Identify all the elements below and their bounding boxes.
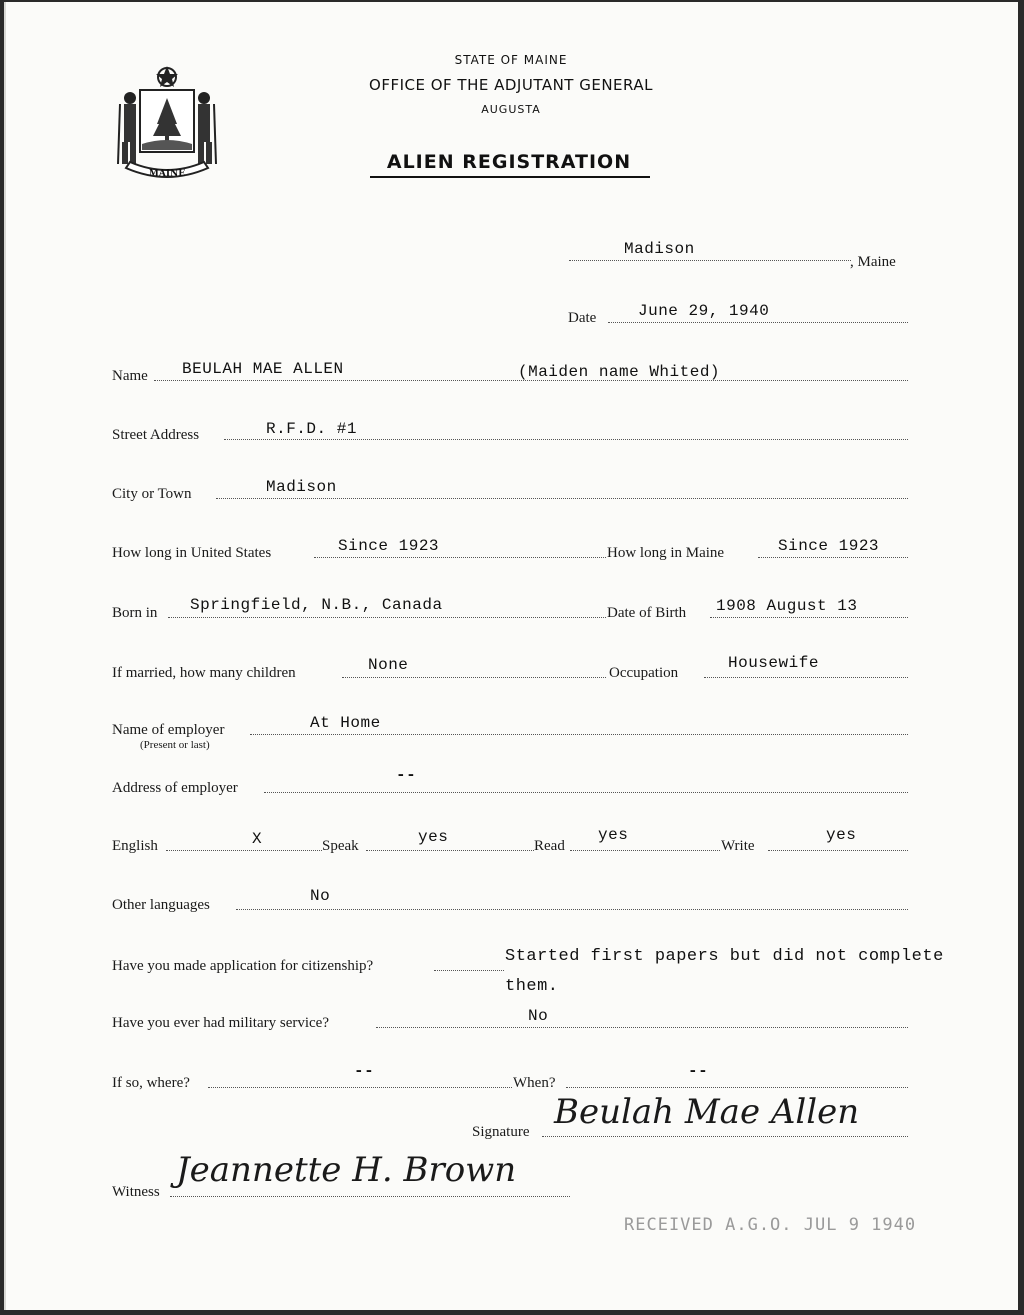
citizenship-value: Started first papers but did not complete (505, 947, 944, 966)
occupation-label: Occupation (609, 665, 679, 681)
write-label: Write (721, 838, 755, 854)
write-value: yes (826, 826, 857, 844)
citizenship-label: Have you made application for citizenship? (112, 958, 374, 974)
other-languages-line (236, 909, 908, 910)
employer-line (250, 734, 908, 735)
english-label: English (112, 838, 158, 854)
military-line (376, 1027, 908, 1028)
title-underline (370, 176, 650, 178)
employer-address-label: Address of employer (112, 780, 238, 796)
maiden-name-value: (Maiden name Whited) (518, 363, 721, 381)
witness-line (170, 1196, 570, 1197)
speak-value: yes (418, 828, 449, 846)
read-value: yes (598, 826, 629, 844)
employer-label: Name of employer (112, 722, 225, 738)
maine-duration-label: How long in Maine (607, 545, 725, 561)
employer-sublabel: (Present or last) (140, 739, 210, 751)
maine-duration-value: Since 1923 (778, 537, 880, 555)
where-line (208, 1087, 512, 1088)
employer-value: At Home (310, 714, 381, 732)
read-line (570, 850, 720, 851)
header-state: STATE OF MAINE (454, 53, 568, 67)
occupation-value: Housewife (728, 654, 819, 672)
where-label: If so, where? (112, 1075, 190, 1091)
witness-value: Jeannette H. Brown (176, 1150, 517, 1190)
speak-label: Speak (322, 838, 359, 854)
when-line (566, 1087, 908, 1088)
form-title: ALIEN REGISTRATION (386, 151, 632, 173)
city-value: Madison (266, 478, 337, 496)
born-line (168, 617, 606, 618)
when-label: When? (513, 1075, 556, 1091)
town-line (569, 260, 851, 261)
children-label: If married, how many children (112, 665, 296, 681)
children-value: None (368, 656, 409, 674)
header-city: AUGUSTA (481, 103, 541, 116)
registration-form-page (4, 2, 1018, 1310)
dob-line (710, 617, 908, 618)
street-line (224, 439, 908, 440)
seal-motto: MAINE (148, 169, 186, 179)
us-duration-value: Since 1923 (338, 537, 440, 555)
city-line (216, 498, 908, 499)
employer-address-value: -- (396, 766, 417, 784)
town-value: Madison (624, 240, 695, 258)
signature-line (542, 1136, 908, 1137)
date-line (608, 322, 908, 323)
english-line (166, 850, 322, 851)
date-label: Date (568, 310, 597, 326)
town-suffix: , Maine (850, 254, 896, 270)
speak-line (366, 850, 534, 851)
us-duration-line (314, 557, 606, 558)
military-label: Have you ever had military service? (112, 1015, 329, 1031)
dob-value: 1908 August 13 (716, 597, 858, 615)
dob-label: Date of Birth (607, 605, 687, 621)
maine-duration-line (758, 557, 908, 558)
children-line (342, 677, 606, 678)
english-value: X (252, 830, 263, 848)
name-value: BEULAH MAE ALLEN (182, 360, 344, 378)
born-value: Springfield, N.B., Canada (190, 596, 443, 614)
street-label: Street Address (112, 427, 200, 443)
city-label: City or Town (112, 486, 192, 502)
signature-value: Beulah Mae Allen (554, 1092, 860, 1132)
signature-label: Signature (472, 1124, 530, 1140)
witness-label: Witness (112, 1184, 160, 1200)
citizenship-line (434, 970, 504, 971)
date-value: June 29, 1940 (638, 302, 770, 320)
born-label: Born in (112, 605, 158, 621)
us-duration-label: How long in United States (112, 545, 272, 561)
name-label: Name (112, 368, 148, 384)
military-value: No (528, 1007, 549, 1025)
other-languages-label: Other languages (112, 897, 210, 913)
citizenship-value-cont: them. (505, 977, 559, 996)
where-value: -- (354, 1062, 375, 1080)
employer-address-line (264, 792, 908, 793)
street-value: R.F.D. #1 (266, 420, 357, 438)
read-label: Read (534, 838, 565, 854)
when-value: -- (688, 1062, 709, 1080)
received-stamp: RECEIVED A.G.O. JUL 9 1940 (624, 1215, 917, 1235)
occupation-line (704, 677, 908, 678)
write-line (768, 850, 908, 851)
header-office: OFFICE OF THE ADJUTANT GENERAL (369, 76, 653, 94)
other-languages-value: No (310, 887, 331, 905)
